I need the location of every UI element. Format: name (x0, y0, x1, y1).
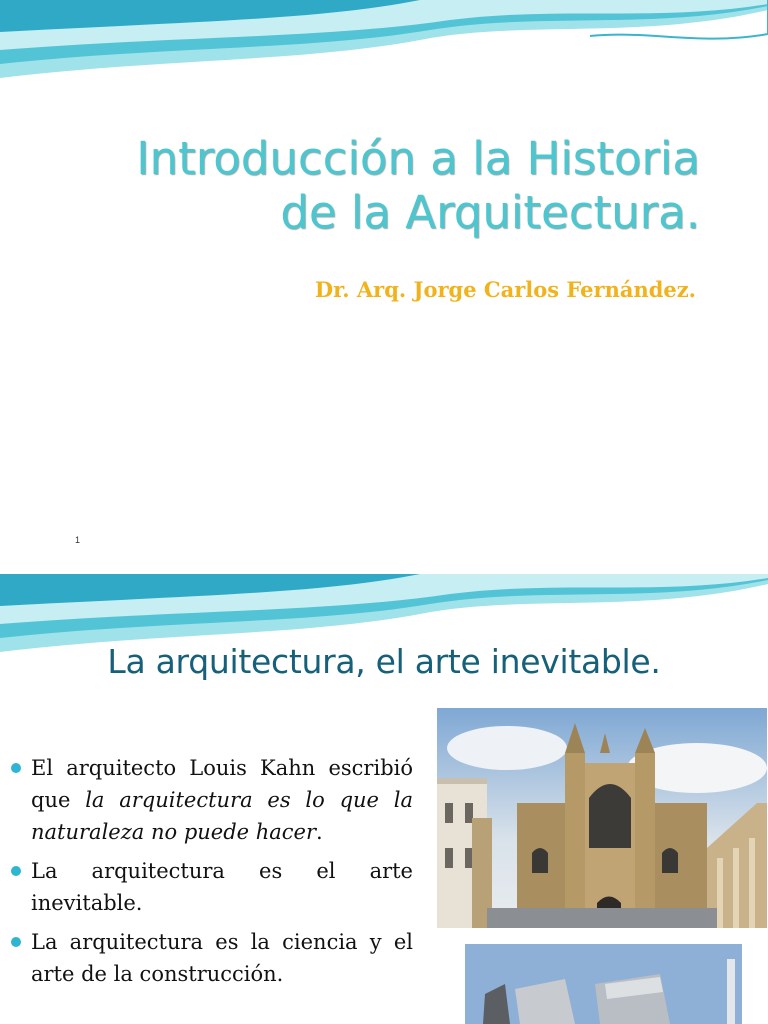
bullet-item (10, 855, 413, 919)
wave-header-decoration (0, 0, 768, 90)
bullet-item (10, 926, 413, 990)
bullet-item (10, 752, 413, 848)
presentation-title (20, 132, 700, 240)
slide-title: La arquitectura, el arte inevitable. (107, 642, 661, 681)
bullet-list (10, 752, 413, 997)
bullet-text: La arquitectura es el arte inevitable. (31, 859, 413, 915)
bullet-text: El arquitecto Louis Kahn escribió que (31, 756, 413, 812)
bullet-text-end: . (316, 820, 323, 844)
cathedral-photo (437, 708, 767, 928)
title-line-1: Introducción a la Historia (136, 132, 700, 185)
bullet-quote: la arquitectura es lo que la naturaleza no puede hacer (31, 788, 414, 844)
presentation-author: Dr. Arq. Jorge Carlos Fernández. (314, 277, 696, 302)
bullet-text: La arquitectura es la ciencia y el arte de la construcción. (31, 930, 413, 986)
page-number: 1 (75, 535, 81, 545)
modern-building-photo (465, 944, 742, 1024)
title-line-2: de la Arquitectura. (280, 186, 700, 239)
content-slide (0, 574, 768, 1024)
